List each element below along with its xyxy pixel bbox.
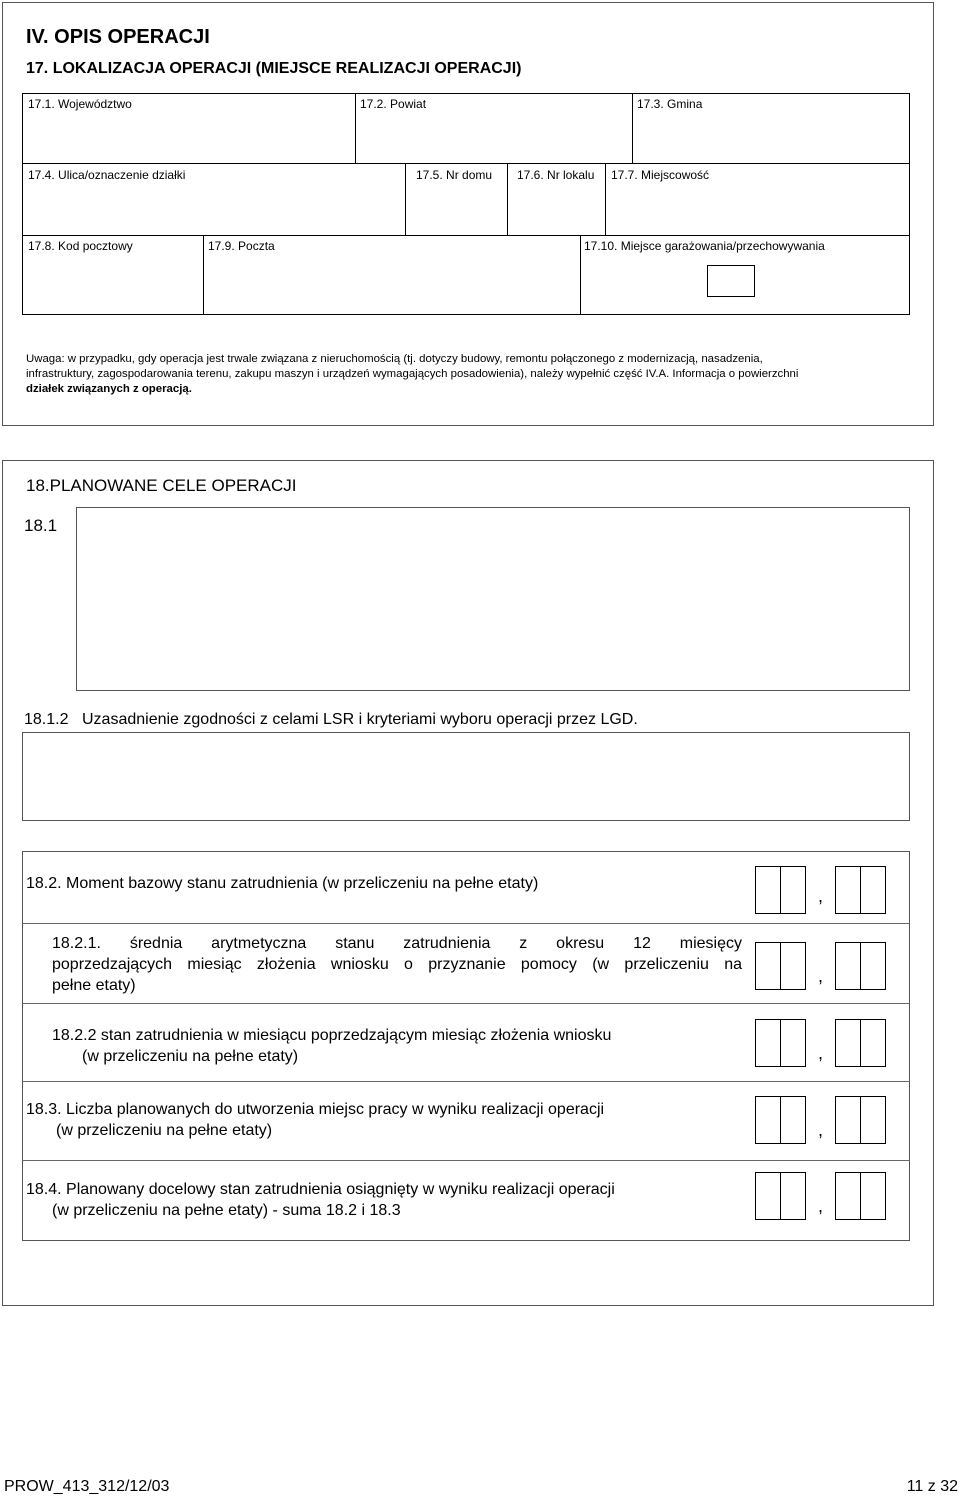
q-18-4-comma: , bbox=[818, 1196, 824, 1216]
gmina-input[interactable] bbox=[635, 114, 907, 160]
section-18-title: 18.PLANOWANE CELE OPERACJI bbox=[26, 476, 297, 495]
q-18-2-1-line-2: poprzedzających miesiąc złożenia wniosku o przyznanie pomocy (w przeliczeniu na bbox=[52, 956, 742, 973]
field-powiat-label: 17.2. Powiat bbox=[360, 97, 427, 111]
q-18-2-label: 18.2. Moment bazowy stanu zatrudnienia (w przeliczeniu na pełne etaty) bbox=[26, 875, 539, 892]
field-18-1-2-label: Uzasadnienie zgodności z celami LSR i kryteriami wyboru operacji przez LGD. bbox=[82, 711, 638, 728]
q-18-2-comma: , bbox=[818, 886, 824, 906]
q-18-2-digit-3[interactable] bbox=[835, 866, 861, 914]
field-18-1-2-number: 18.1.2 bbox=[24, 711, 69, 728]
q-18-2-1-line-3: pełne etaty) bbox=[52, 977, 136, 994]
q-18-2-1-line-1: 18.2.1. średnia arytmetyczna stanu zatrudnienia z okresu 12 miesięcy bbox=[52, 935, 742, 952]
field-wojewodztwo-label: 17.1. Województwo bbox=[28, 97, 132, 111]
q-18-3-line-1: 18.3. Liczba planowanych do utworzenia miejsc pracy w wyniku realizacji operacji bbox=[26, 1101, 605, 1118]
q-18-4-digit-4[interactable] bbox=[860, 1172, 886, 1220]
q-18-3-line-2: (w przeliczeniu na pełne etaty) bbox=[56, 1122, 273, 1139]
powiat-input[interactable] bbox=[358, 114, 630, 160]
q-18-2-2-digit-2[interactable] bbox=[780, 1019, 806, 1067]
q-18-2-2-digit-3[interactable] bbox=[835, 1019, 861, 1067]
q-18-4-digit-3[interactable] bbox=[835, 1172, 861, 1220]
field-18-1-textarea[interactable] bbox=[76, 507, 910, 691]
q-18-2-1-label bbox=[52, 933, 742, 996]
q-18-2-2-comma: , bbox=[818, 1043, 824, 1063]
q-18-2-digit-4[interactable] bbox=[860, 866, 886, 914]
field-18-1-2-textarea[interactable] bbox=[22, 732, 910, 821]
q-18-3-digit-3[interactable] bbox=[835, 1096, 861, 1144]
q-18-4-line-2: (w przeliczeniu na pełne etaty) - suma 18.2 i 18.3 bbox=[52, 1202, 401, 1219]
note-line-2: infrastruktury, zagospodarowania terenu, zakupu maszyn i urządzeń wymagających posadowienia), należy wypełnić część IV.A. Informacja o powierzchni bbox=[26, 368, 799, 380]
q-18-2-1-comma: , bbox=[818, 966, 824, 986]
field-gmina-label: 17.3. Gmina bbox=[637, 97, 703, 111]
field-18-1-number: 18.1 bbox=[24, 516, 58, 535]
q-18-3-digit-4[interactable] bbox=[860, 1096, 886, 1144]
q-18-2-1-digit-3[interactable] bbox=[835, 942, 861, 990]
note-line-3: działek związanych z operacją. bbox=[26, 383, 192, 395]
q-18-2-1-digit-1[interactable] bbox=[755, 942, 781, 990]
q-18-2-digit-2[interactable] bbox=[780, 866, 806, 914]
q-18-4-digit-1[interactable] bbox=[755, 1172, 781, 1220]
q-18-3-digit-1[interactable] bbox=[755, 1096, 781, 1144]
garazowanie-checkbox[interactable] bbox=[707, 265, 755, 297]
q-18-2-2-label bbox=[52, 1025, 611, 1067]
q-18-2-2-digit-1[interactable] bbox=[755, 1019, 781, 1067]
field-poczta-label: 17.9. Poczta bbox=[208, 239, 275, 253]
field-garazowanie-label: 17.10. Miejsce garażowania/przechowywania bbox=[584, 239, 825, 253]
q-18-2-1-digit-4[interactable] bbox=[860, 942, 886, 990]
field-kod-pocztowy-label: 17.8. Kod pocztowy bbox=[28, 239, 133, 253]
q-18-4-digit-2[interactable] bbox=[780, 1172, 806, 1220]
q-18-2-1-digit-2[interactable] bbox=[780, 942, 806, 990]
q-18-4-label bbox=[26, 1179, 615, 1221]
q-18-2-2-line-1: 18.2.2 stan zatrudnienia w miesiącu poprzedzającym miesiąc złożenia wniosku bbox=[52, 1027, 612, 1044]
q-18-4-line-1: 18.4. Planowany docelowy stan zatrudnienia osiągnięty w wyniku realizacji operacji bbox=[26, 1181, 615, 1198]
ulica-input[interactable] bbox=[24, 186, 402, 232]
wojewodztwo-input[interactable] bbox=[24, 114, 352, 160]
nr-domu-input[interactable] bbox=[408, 186, 504, 232]
footer-page-number: 11 z 32 bbox=[906, 1478, 958, 1495]
section-17-title: 17. LOKALIZACJA OPERACJI (MIEJSCE REALIZACJI OPERACJI) bbox=[26, 60, 522, 77]
poczta-input[interactable] bbox=[206, 258, 578, 312]
field-nr-lokalu-label: 17.6. Nr lokalu bbox=[517, 168, 595, 182]
field-nr-domu-label: 17.5. Nr domu bbox=[416, 168, 493, 182]
q-18-3-label bbox=[26, 1099, 604, 1141]
section-title: IV. OPIS OPERACJI bbox=[26, 26, 210, 48]
field-miejscowosc-label: 17.7. Miejscowość bbox=[611, 168, 710, 182]
q-18-3-digit-2[interactable] bbox=[780, 1096, 806, 1144]
q-18-2-digit-1[interactable] bbox=[755, 866, 781, 914]
q-18-2-2-line-2: (w przeliczeniu na pełne etaty) bbox=[82, 1048, 299, 1065]
footer-form-code: PROW_413_312/12/03 bbox=[4, 1478, 170, 1495]
q-18-3-comma: , bbox=[818, 1120, 824, 1140]
nr-lokalu-input[interactable] bbox=[510, 186, 602, 232]
note-text bbox=[26, 352, 906, 397]
note-line-1: Uwaga: w przypadku, gdy operacja jest trwale związana z nieruchomością (tj. dotyczy budowy, remontu połączonego z modernizacją, nasadzenia, bbox=[26, 353, 763, 365]
q-18-2-2-digit-4[interactable] bbox=[860, 1019, 886, 1067]
field-ulica-label: 17.4. Ulica/oznaczenie działki bbox=[28, 168, 186, 182]
kod-pocztowy-input[interactable] bbox=[24, 258, 200, 312]
miejscowosc-input[interactable] bbox=[608, 186, 908, 232]
